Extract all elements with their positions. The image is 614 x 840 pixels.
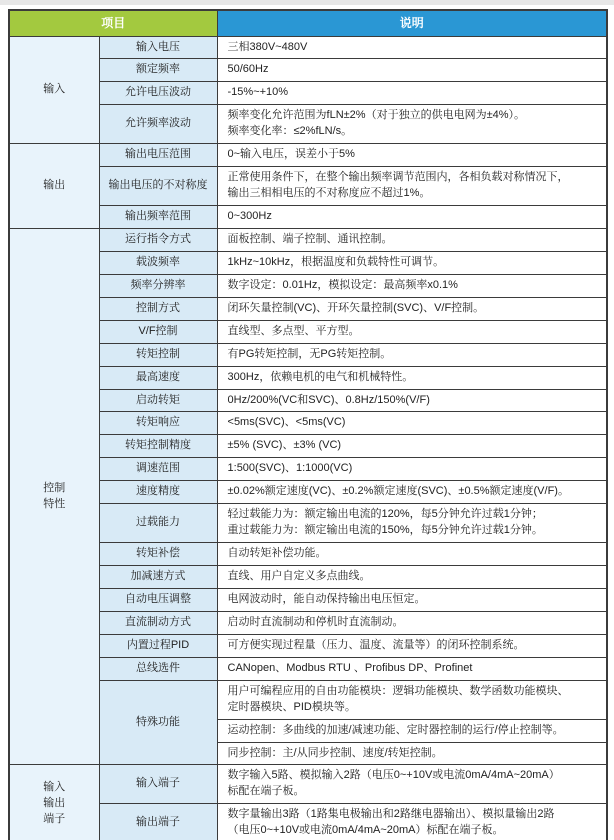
table-row (9, 274, 607, 297)
item-label-cell: 转矩响应 (99, 412, 217, 435)
spec-table (8, 9, 608, 840)
item-label-cell: 允许频率波动 (99, 105, 217, 144)
item-label-cell: 频率分辨率 (99, 274, 217, 297)
table-row (9, 206, 607, 229)
item-label-cell: 输出电压的不对称度 (99, 167, 217, 206)
table-row (9, 105, 607, 144)
description-cell: 用户可编程应用的自由功能模块：逻辑功能模块、数学函数功能模块、 定时器模块、PID模块等。 (217, 680, 607, 719)
table-row (9, 343, 607, 366)
description-cell: 启动时直流制动和停机时直流制动。 (217, 611, 607, 634)
item-label-cell: 自动电压调整 (99, 588, 217, 611)
table-row (9, 167, 607, 206)
table-row (9, 251, 607, 274)
description-cell: 运动控制：多曲线的加速/减速功能、定时器控制的运行/停止控制等。 (217, 719, 607, 742)
table-row (9, 634, 607, 657)
item-label-cell: 启动转矩 (99, 389, 217, 412)
group-label-output: 输出 (9, 144, 99, 229)
description-cell: 闭环矢量控制(VC)、开环矢量控制(SVC)、V/F控制。 (217, 297, 607, 320)
table-row (9, 804, 607, 840)
description-cell: 正常使用条件下，在整个输出频率调节范围内，各相负载对称情况下， 输出三相相电压的不对称度应不超过1%。 (217, 167, 607, 206)
description-cell: 300Hz，依赖电机的电气和机械特性。 (217, 366, 607, 389)
item-label-cell: 额定频率 (99, 59, 217, 82)
item-label-cell: 转矩控制精度 (99, 435, 217, 458)
description-cell: 1kHz~10kHz，根据温度和负载特性可调节。 (217, 251, 607, 274)
description-cell: 0Hz/200%(VC和SVC)、0.8Hz/150%(V/F) (217, 389, 607, 412)
table-row (9, 611, 607, 634)
item-label-cell: 输入端子 (99, 765, 217, 804)
header-desc-cell: 说明 (217, 10, 607, 36)
description-cell: 数字量输出3路（1路集电极输出和2路继电器输出）、模拟量输出2路 （电压0~+10V或电流0mA/4mA~20mA）标配在端子板。 (217, 804, 607, 840)
description-cell: 面板控制、端子控制、通讯控制。 (217, 228, 607, 251)
description-cell: 数字输入5路、模拟输入2路（电压0~+10V或电流0mA/4mA~20mA） 标配在端子板。 (217, 765, 607, 804)
description-cell: 直线、用户自定义多点曲线。 (217, 566, 607, 589)
table-row (9, 435, 607, 458)
item-label-cell: 转矩补偿 (99, 543, 217, 566)
description-cell: 频率变化允许范围为fLN±2%（对于独立的供电电网为±4%）。 频率变化率：≤2%fLN/s。 (217, 105, 607, 144)
description-cell: 0~输入电压，误差小于5% (217, 144, 607, 167)
spec-table-container (0, 5, 614, 840)
table-row (9, 36, 607, 59)
item-label-cell: 载波频率 (99, 251, 217, 274)
description-cell: <5ms(SVC)、<5ms(VC) (217, 412, 607, 435)
table-row (9, 59, 607, 82)
item-label-cell: 过载能力 (99, 504, 217, 543)
item-label-cell: 转矩控制 (99, 343, 217, 366)
description-cell: 可方便实现过程量（压力、温度、流量等）的闭环控制系统。 (217, 634, 607, 657)
description-cell: 数字设定：0.01Hz，模拟设定：最高频率x0.1% (217, 274, 607, 297)
table-row (9, 389, 607, 412)
description-cell: 有PG转矩控制，无PG转矩控制。 (217, 343, 607, 366)
item-label-cell: 允许电压波动 (99, 82, 217, 105)
description-cell: 自动转矩补偿功能。 (217, 543, 607, 566)
item-label-cell: 输入电压 (99, 36, 217, 59)
table-row (9, 543, 607, 566)
table-row (9, 504, 607, 543)
item-label-cell: 内置过程PID (99, 634, 217, 657)
item-label-cell-special-functions: 特殊功能 (99, 680, 217, 765)
table-row (9, 765, 607, 804)
item-label-cell: 总线选件 (99, 657, 217, 680)
item-label-cell: 加减速方式 (99, 566, 217, 589)
group-label-input: 输入 (9, 36, 99, 144)
description-cell: -15%~+10% (217, 82, 607, 105)
table-row (9, 144, 607, 167)
table-row (9, 680, 607, 719)
item-label-cell: 调速范围 (99, 458, 217, 481)
table-row (9, 481, 607, 504)
table-row (9, 588, 607, 611)
description-cell: 1:500(SVC)、1:1000(VC) (217, 458, 607, 481)
table-row (9, 657, 607, 680)
description-cell: 50/60Hz (217, 59, 607, 82)
description-cell: ±5% (SVC)、±3% (VC) (217, 435, 607, 458)
header-item-cell: 项目 (9, 10, 217, 36)
item-label-cell: 输出频率范围 (99, 206, 217, 229)
group-label-control: 控制 特性 (9, 228, 99, 765)
item-label-cell: 速度精度 (99, 481, 217, 504)
description-cell: CANopen、Modbus RTU 、Profibus DP、Profinet (217, 657, 607, 680)
description-cell: 同步控制：主/从同步控制、速度/转矩控制。 (217, 742, 607, 765)
table-header-row (9, 10, 607, 36)
item-label-cell: 输出电压范围 (99, 144, 217, 167)
item-label-cell: 运行指令方式 (99, 228, 217, 251)
table-row (9, 566, 607, 589)
item-label-cell: 直流制动方式 (99, 611, 217, 634)
description-cell: 0~300Hz (217, 206, 607, 229)
description-cell: 直线型、多点型、平方型。 (217, 320, 607, 343)
table-row (9, 320, 607, 343)
item-label-cell: 最高速度 (99, 366, 217, 389)
table-row (9, 297, 607, 320)
table-row (9, 228, 607, 251)
item-label-cell: V/F控制 (99, 320, 217, 343)
description-cell: 电网波动时，能自动保持输出电压恒定。 (217, 588, 607, 611)
table-row (9, 412, 607, 435)
item-label-cell: 输出端子 (99, 804, 217, 840)
table-row (9, 366, 607, 389)
table-row (9, 82, 607, 105)
table-row (9, 458, 607, 481)
description-cell: ±0.02%额定速度(VC)、±0.2%额定速度(SVC)、±0.5%额定速度(V/F)。 (217, 481, 607, 504)
description-cell: 三相380V~480V (217, 36, 607, 59)
description-cell: 轻过载能力为：额定输出电流的120%，每5分钟允许过载1分钟； 重过载能力为：额定输出电流的150%，每5分钟允许过载1分钟。 (217, 504, 607, 543)
group-label-io-terminals: 输入 输出 端子 (9, 765, 99, 840)
item-label-cell: 控制方式 (99, 297, 217, 320)
